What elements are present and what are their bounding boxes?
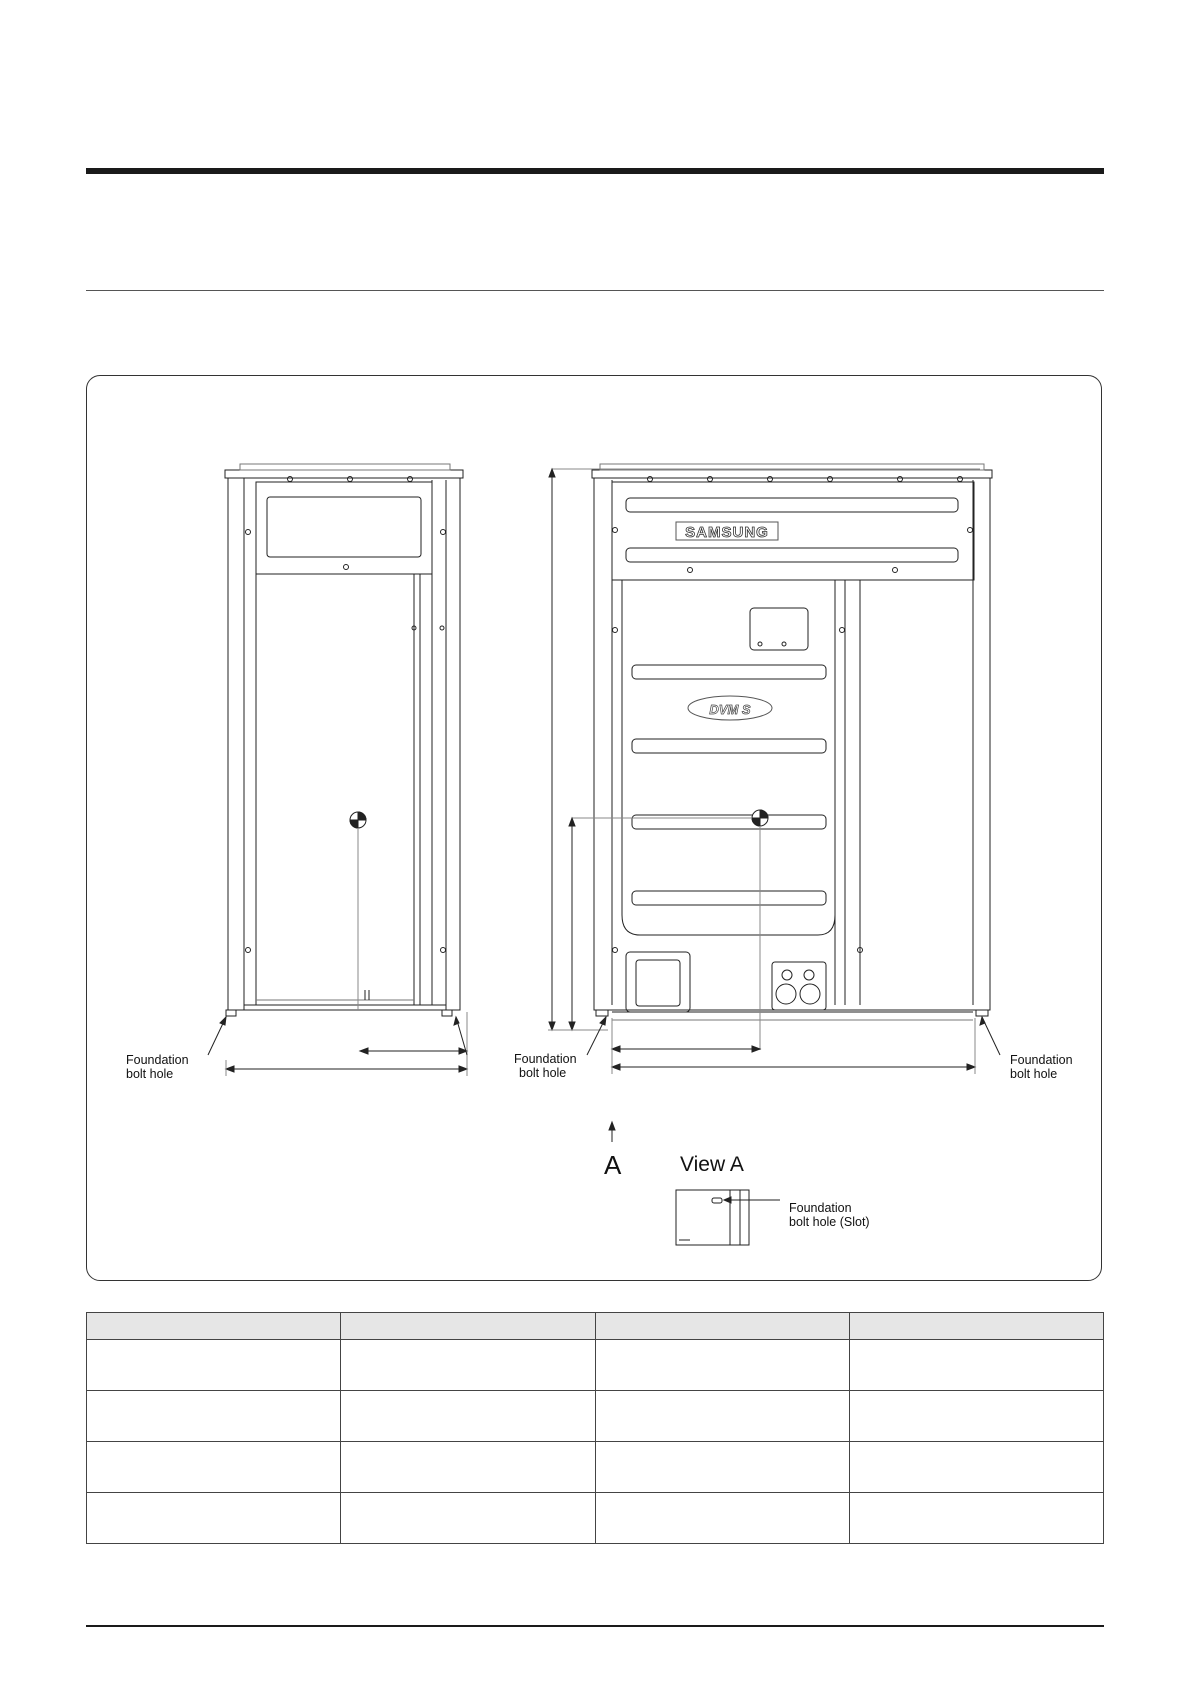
table-cell (849, 1493, 1103, 1544)
side-view-drawing (208, 464, 467, 1076)
table-cell (87, 1391, 341, 1442)
table-cell (595, 1391, 849, 1442)
table-row (87, 1493, 1104, 1544)
table-cell (341, 1391, 595, 1442)
table-cell (595, 1340, 849, 1391)
foundation-slot-label: Foundation bolt hole (Slot) (789, 1201, 870, 1229)
table-cell (849, 1340, 1103, 1391)
foundation-bolt-hole-label-middle: Foundation bolt hole (514, 1052, 577, 1080)
table-cell (595, 1493, 849, 1544)
footer-rule (86, 1625, 1104, 1627)
front-view-drawing (548, 464, 1000, 1074)
spec-table (86, 1312, 1104, 1544)
header-cell (341, 1313, 595, 1340)
table-cell (341, 1442, 595, 1493)
table-row (87, 1340, 1104, 1391)
table-row (87, 1442, 1104, 1493)
foundation-bolt-hole-label-left: Foundation bolt hole (126, 1053, 189, 1081)
table-header-row (87, 1313, 1104, 1340)
header-cell (595, 1313, 849, 1340)
table-cell (87, 1340, 341, 1391)
table-cell (341, 1340, 595, 1391)
table-row (87, 1391, 1104, 1442)
view-a-title: View A (680, 1153, 744, 1176)
brand-logo: SAMSUNG (685, 524, 769, 541)
table-cell (87, 1493, 341, 1544)
view-a-drawing (609, 1122, 780, 1245)
product-logo: DVM S (709, 702, 751, 717)
table-cell (849, 1442, 1103, 1493)
view-a-arrow-label: A (604, 1150, 622, 1180)
table-cell (595, 1442, 849, 1493)
header-cell (849, 1313, 1103, 1340)
table-cell (341, 1493, 595, 1544)
table-cell (849, 1391, 1103, 1442)
header-cell (87, 1313, 341, 1340)
table-cell (87, 1442, 341, 1493)
foundation-bolt-hole-label-right: Foundation bolt hole (1010, 1053, 1073, 1081)
